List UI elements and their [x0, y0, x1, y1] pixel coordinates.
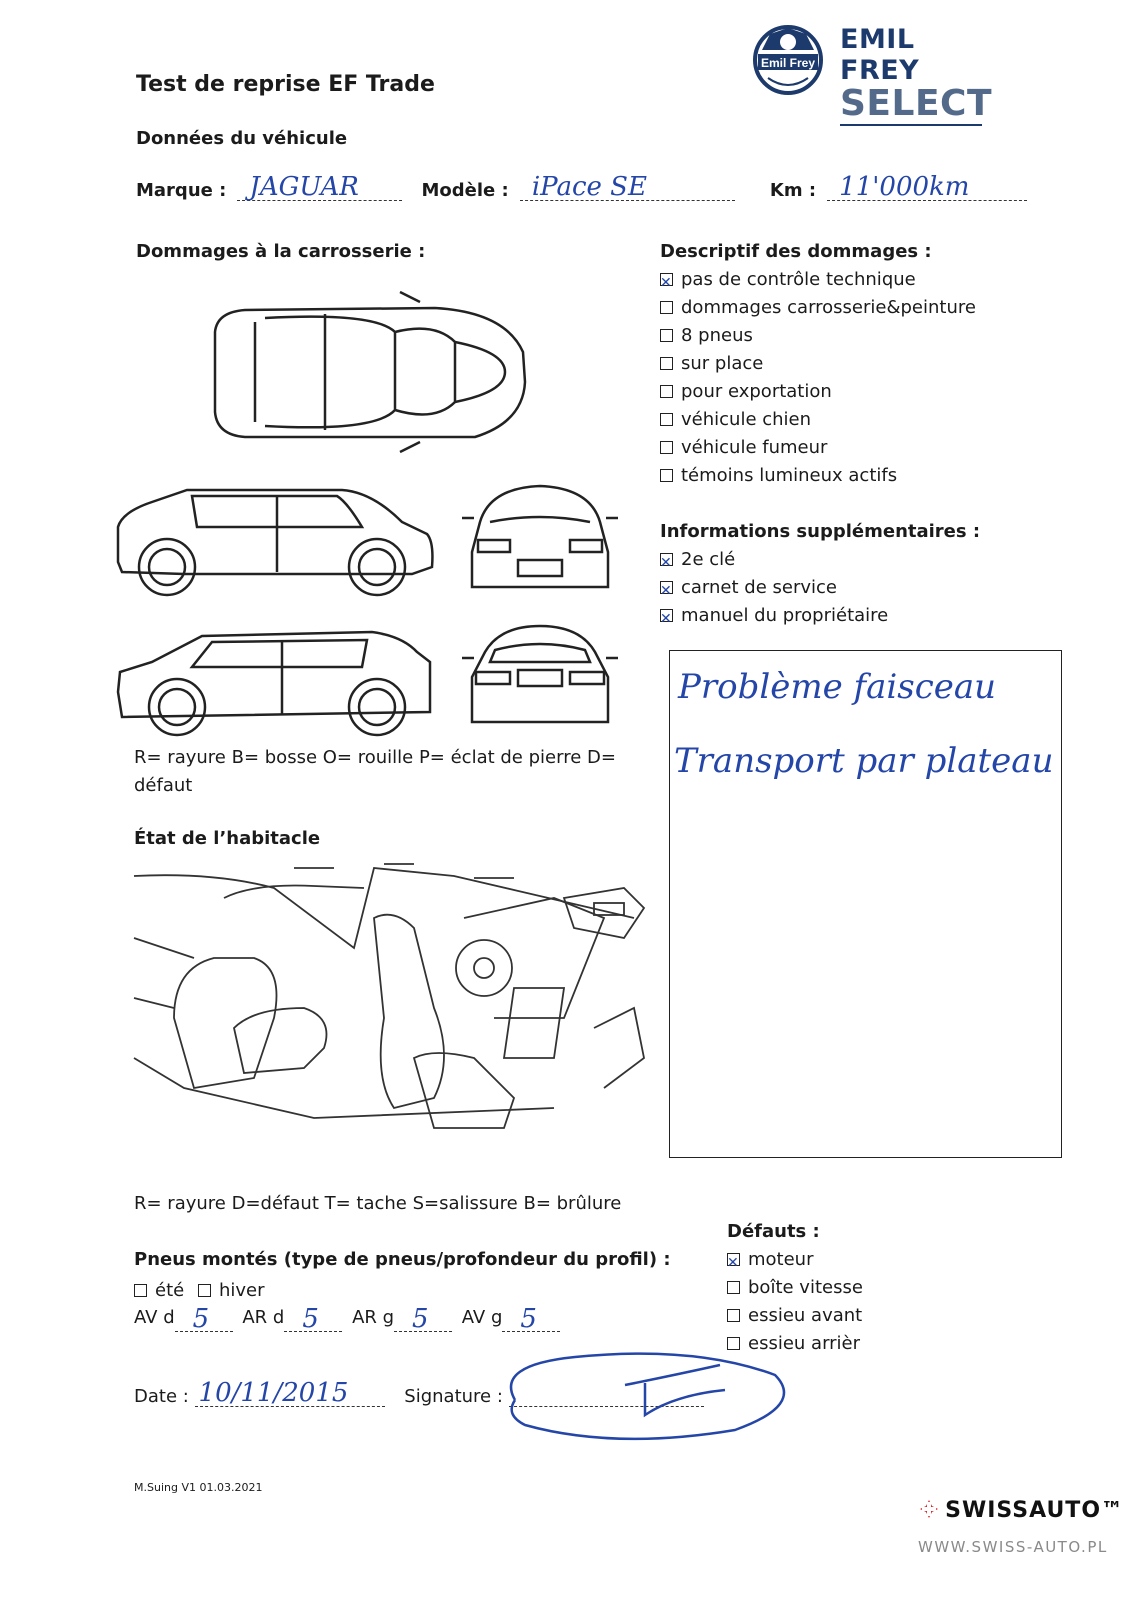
info-item[interactable] — [660, 602, 888, 630]
interior-legend: R= rayure D=défaut T= tache S=salissure B= brûlure — [134, 1193, 622, 1214]
signature-scribble — [495, 1345, 795, 1445]
ar-g-label: AR g — [352, 1307, 395, 1328]
checkbox[interactable] — [660, 581, 673, 594]
checkbox[interactable] — [660, 609, 673, 622]
brand-field[interactable] — [237, 172, 402, 202]
summer-checkbox[interactable] — [134, 1284, 147, 1297]
damage-item[interactable] — [660, 350, 976, 378]
defects-list — [727, 1246, 863, 1358]
defects-heading: Défauts : — [727, 1221, 820, 1242]
model-field[interactable] — [520, 172, 735, 202]
model-value: iPace SE — [531, 172, 647, 202]
checkbox[interactable] — [660, 385, 673, 398]
damage-item[interactable] — [660, 406, 976, 434]
km-value: 11'000km — [839, 172, 970, 202]
interior-heading: État de l’habitacle — [134, 828, 321, 849]
damage-item[interactable] — [660, 322, 976, 350]
notes-line1: Problème faisceau — [678, 667, 997, 707]
defect-item[interactable] — [727, 1274, 863, 1302]
damage-description-list — [660, 266, 976, 490]
ar-d-field[interactable] — [284, 1304, 342, 1334]
date-field[interactable] — [195, 1378, 385, 1408]
ar-d-label: AR d — [242, 1307, 285, 1328]
damage-item-label: véhicule fumeur — [681, 437, 828, 458]
notes-line2: Transport par plateau — [674, 741, 1054, 781]
checkbox[interactable] — [727, 1309, 740, 1322]
tire-depth-row — [134, 1304, 560, 1332]
winter-label: hiver — [218, 1280, 265, 1301]
car-front-view-diagram[interactable] — [460, 482, 620, 602]
av-d-value: 5 — [192, 1304, 210, 1334]
version-note: M.Suing V1 01.03.2021 — [134, 1481, 263, 1494]
logo-line2: SELECT — [840, 83, 993, 124]
km-field[interactable] — [827, 172, 1027, 202]
damage-item-label: pour exportation — [681, 381, 832, 402]
info-item-label: 2e clé — [681, 549, 736, 570]
form-title: Test de reprise EF Trade — [136, 72, 435, 97]
info-item[interactable] — [660, 546, 888, 574]
defect-item-label: essieu avant — [748, 1305, 863, 1326]
car-side-view-right-diagram[interactable] — [112, 622, 437, 742]
defect-item[interactable] — [727, 1302, 863, 1330]
info-item-label: manuel du propriétaire — [681, 605, 889, 626]
av-d-field[interactable] — [175, 1304, 233, 1334]
defect-item-label: moteur — [748, 1249, 814, 1270]
av-d-label: AV d — [134, 1307, 175, 1328]
defect-item-label: boîte vitesse — [748, 1277, 863, 1298]
emil-frey-badge-icon — [748, 20, 828, 96]
date-value: 10/11/2015 — [198, 1378, 349, 1408]
ar-d-value: 5 — [302, 1304, 319, 1334]
tire-type-row — [134, 1277, 265, 1305]
damage-item-label: pas de contrôle technique — [681, 269, 916, 290]
winter-checkbox[interactable] — [198, 1284, 211, 1297]
car-rear-view-diagram[interactable] — [460, 622, 620, 737]
checkbox[interactable] — [660, 413, 673, 426]
badge-text: Emil Frey — [760, 56, 816, 70]
damage-description-heading: Descriptif des dommages : — [660, 241, 932, 262]
model-label: Modèle : — [421, 180, 509, 201]
checkbox[interactable] — [660, 553, 673, 566]
swissauto-logo — [918, 1498, 1124, 1523]
body-damage-legend: R= rayure B= bosse O= rouille P= éclat de pierre D= défaut — [134, 747, 616, 796]
damage-item[interactable] — [660, 462, 976, 490]
notes-box[interactable] — [669, 650, 1062, 1158]
info-item[interactable] — [660, 574, 888, 602]
additional-info-list — [660, 546, 888, 630]
damage-item[interactable] — [660, 434, 976, 462]
damage-item-label: sur place — [681, 353, 764, 374]
emil-frey-logo — [748, 20, 993, 124]
defect-item[interactable] — [727, 1246, 863, 1274]
summer-label: été — [155, 1280, 185, 1301]
checkbox[interactable] — [660, 329, 673, 342]
damage-item-label: témoins lumineux actifs — [681, 465, 898, 486]
damage-item[interactable] — [660, 294, 976, 322]
checkbox[interactable] — [727, 1281, 740, 1294]
checkbox[interactable] — [727, 1253, 740, 1266]
av-g-field[interactable] — [502, 1304, 560, 1334]
car-side-view-left-diagram[interactable] — [112, 482, 437, 602]
info-item-label: carnet de service — [681, 577, 837, 598]
logo-line1: EMIL FREY — [840, 24, 920, 86]
ar-g-value: 5 — [412, 1304, 429, 1334]
checkbox[interactable] — [660, 301, 673, 314]
damage-item[interactable] — [660, 378, 976, 406]
checkbox[interactable] — [660, 273, 673, 286]
defect-item-label: essieu arrièr — [748, 1333, 861, 1354]
km-label: Km : — [769, 180, 817, 201]
car-top-view-diagram[interactable] — [205, 292, 535, 452]
signature-label: Signature : — [404, 1386, 503, 1407]
brand-value: JAGUAR — [249, 172, 359, 202]
damage-item-label: 8 pneus — [681, 325, 753, 346]
date-label: Date : — [134, 1386, 189, 1407]
av-g-value: 5 — [520, 1304, 537, 1334]
additional-info-heading: Informations supplémentaires : — [660, 521, 981, 542]
vehicle-heading: Données du véhicule — [136, 128, 348, 149]
damage-item-label: véhicule chien — [681, 409, 812, 430]
tires-heading: Pneus montés (type de pneus/profondeur du profil) : — [134, 1249, 671, 1270]
checkbox[interactable] — [660, 357, 673, 370]
swissauto-brand: SWISSAUTO™ — [945, 1498, 1125, 1523]
brand-label: Marque : — [136, 180, 227, 201]
av-g-label: AV g — [461, 1307, 503, 1328]
ar-g-field[interactable] — [394, 1304, 452, 1334]
damage-item[interactable] — [660, 266, 976, 294]
swissauto-url[interactable]: WWW.SWISS-AUTO.PL — [918, 1538, 1108, 1556]
body-damage-heading: Dommages à la carrosserie : — [136, 241, 426, 262]
checkbox[interactable] — [660, 469, 673, 482]
vehicle-fields — [136, 172, 996, 214]
car-interior-diagram[interactable] — [134, 858, 644, 1158]
checkbox[interactable] — [660, 441, 673, 454]
damage-item-label: dommages carrosserie&peinture — [681, 297, 976, 318]
swissauto-cross-icon — [918, 1498, 940, 1520]
